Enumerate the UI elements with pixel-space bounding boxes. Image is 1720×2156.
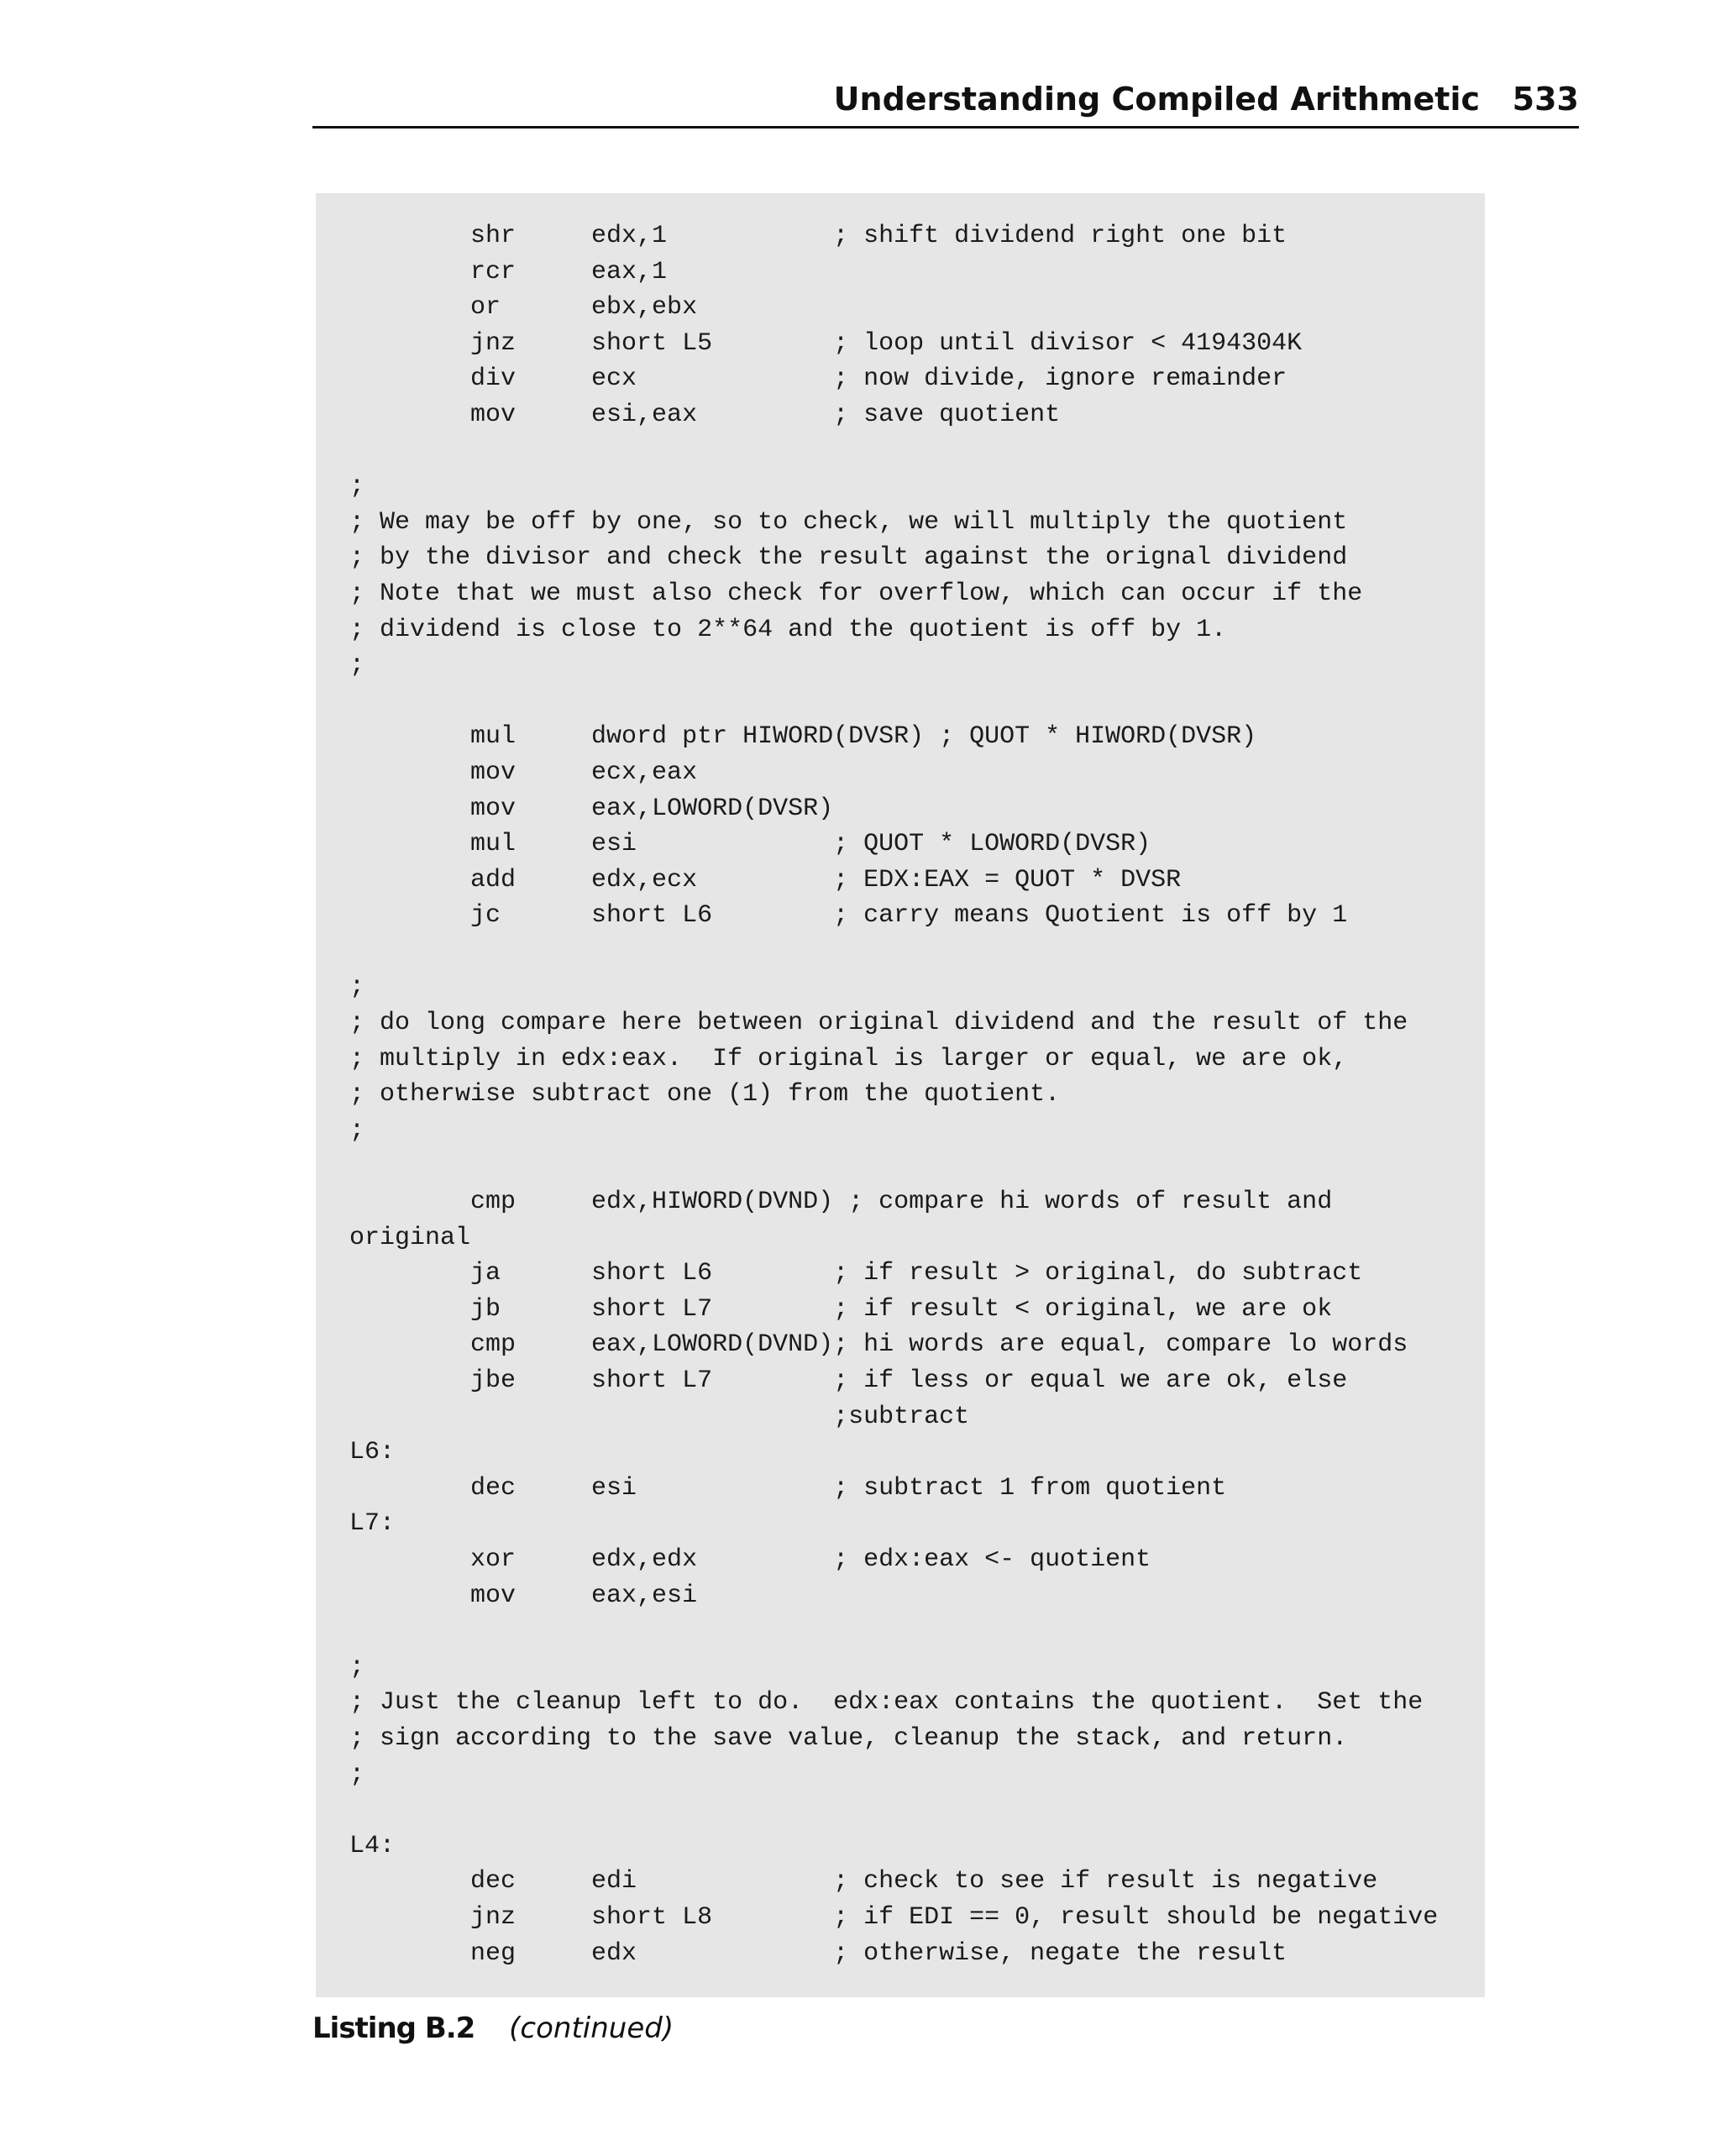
code-line: mov eax,esi bbox=[349, 1581, 698, 1610]
code-line bbox=[349, 934, 1438, 970]
code-line: shr edx,1 ; shift dividend right one bit bbox=[349, 222, 1287, 250]
code-line: cmp eax,LOWORD(DVND); hi words are equal, compare lo words bbox=[349, 1330, 1408, 1360]
code-line: L7: bbox=[349, 1509, 396, 1539]
code-line: ; We may be off by one, so to check, we will multiply the quotient bbox=[349, 507, 1348, 537]
code-line: mul esi ; QUOT * LOWORD(DVSR) bbox=[349, 830, 1151, 859]
page-number: 533 bbox=[1512, 81, 1579, 118]
code-line: L4: bbox=[349, 1831, 396, 1860]
code-line: jnz short L8 ; if EDI == 0, result should be negative bbox=[349, 1902, 1439, 1932]
code-line: dec edi ; check to see if result is negative bbox=[349, 1867, 1378, 1896]
listing-label: Listing B.2 bbox=[312, 2012, 475, 2045]
code-line: ; sign according to the save value, cleanup the stack, and return. bbox=[349, 1723, 1348, 1753]
code-line: cmp edx,HIWORD(DVND) ; compare hi words of result and bbox=[349, 1188, 1333, 1217]
code-listing bbox=[316, 193, 1485, 1997]
code-line: L6: bbox=[349, 1438, 396, 1467]
code-line: xor edx,edx ; edx:eax <- quotient bbox=[349, 1545, 1151, 1574]
code-line: or ebx,ebx bbox=[349, 293, 698, 323]
code-line: ; do long compare here between original dividend and the result of the bbox=[349, 1009, 1408, 1038]
code-line: ; by the divisor and check the result against the orignal dividend bbox=[349, 543, 1348, 573]
code-line: ; bbox=[349, 1115, 365, 1145]
code-line: ; bbox=[349, 472, 365, 501]
code-line: ; multiply in edx:eax. If original is larger or equal, we are ok, bbox=[349, 1044, 1348, 1073]
code-line: ; Just the cleanup left to do. edx:eax contains the quotient. Set the bbox=[349, 1688, 1424, 1718]
code-line: jbe short L7 ; if less or equal we are ok, else bbox=[349, 1367, 1348, 1395]
page-header bbox=[312, 77, 1579, 129]
code-line bbox=[349, 1792, 1438, 1828]
code-line: original bbox=[349, 1223, 471, 1252]
code-line: add edx,ecx ; EDX:EAX = QUOT * DVSR bbox=[349, 865, 1182, 894]
code-line: jnz short L5 ; loop until divisor < 4194304K bbox=[349, 328, 1303, 358]
code-line bbox=[349, 433, 1438, 469]
code-lines bbox=[349, 218, 1438, 1971]
code-line bbox=[349, 684, 1438, 720]
running-title: Understanding Compiled Arithmetic bbox=[833, 81, 1480, 118]
code-line: ; bbox=[349, 651, 365, 680]
code-line: div ecx ; now divide, ignore remainder bbox=[349, 365, 1287, 394]
code-line: dec esi ; subtract 1 from quotient bbox=[349, 1473, 1227, 1503]
code-line: ; dividend is close to 2**64 and the quotient is off by 1. bbox=[349, 615, 1227, 644]
code-line: jc short L6 ; carry means Quotient is off by 1 bbox=[349, 901, 1348, 931]
code-line: ; bbox=[349, 973, 365, 1002]
code-line bbox=[349, 1148, 1438, 1184]
code-line: mov eax,LOWORD(DVSR) bbox=[349, 794, 834, 823]
code-line: ja short L6 ; if result > original, do subtract bbox=[349, 1259, 1363, 1288]
code-line: ; otherwise subtract one (1) from the quotient. bbox=[349, 1080, 1061, 1109]
code-line: mov esi,eax ; save quotient bbox=[349, 400, 1061, 429]
listing-caption bbox=[312, 2009, 674, 2048]
code-line: ; bbox=[349, 1652, 365, 1681]
code-line: mul dword ptr HIWORD(DVSR) ; QUOT * HIWORD(DVSR) bbox=[349, 722, 1257, 752]
code-line: ; Note that we must also check for overflow, which can occur if the bbox=[349, 579, 1363, 608]
code-line: rcr eax,1 bbox=[349, 257, 668, 286]
listing-continued: (continued) bbox=[509, 2012, 674, 2045]
code-line: mov ecx,eax bbox=[349, 758, 698, 787]
code-line: ; bbox=[349, 1760, 365, 1789]
code-line: jb short L7 ; if result < original, we are ok bbox=[349, 1294, 1333, 1324]
code-line: neg edx ; otherwise, negate the result bbox=[349, 1938, 1287, 1968]
code-line: ;subtract bbox=[349, 1402, 970, 1431]
code-line bbox=[349, 1613, 1438, 1650]
